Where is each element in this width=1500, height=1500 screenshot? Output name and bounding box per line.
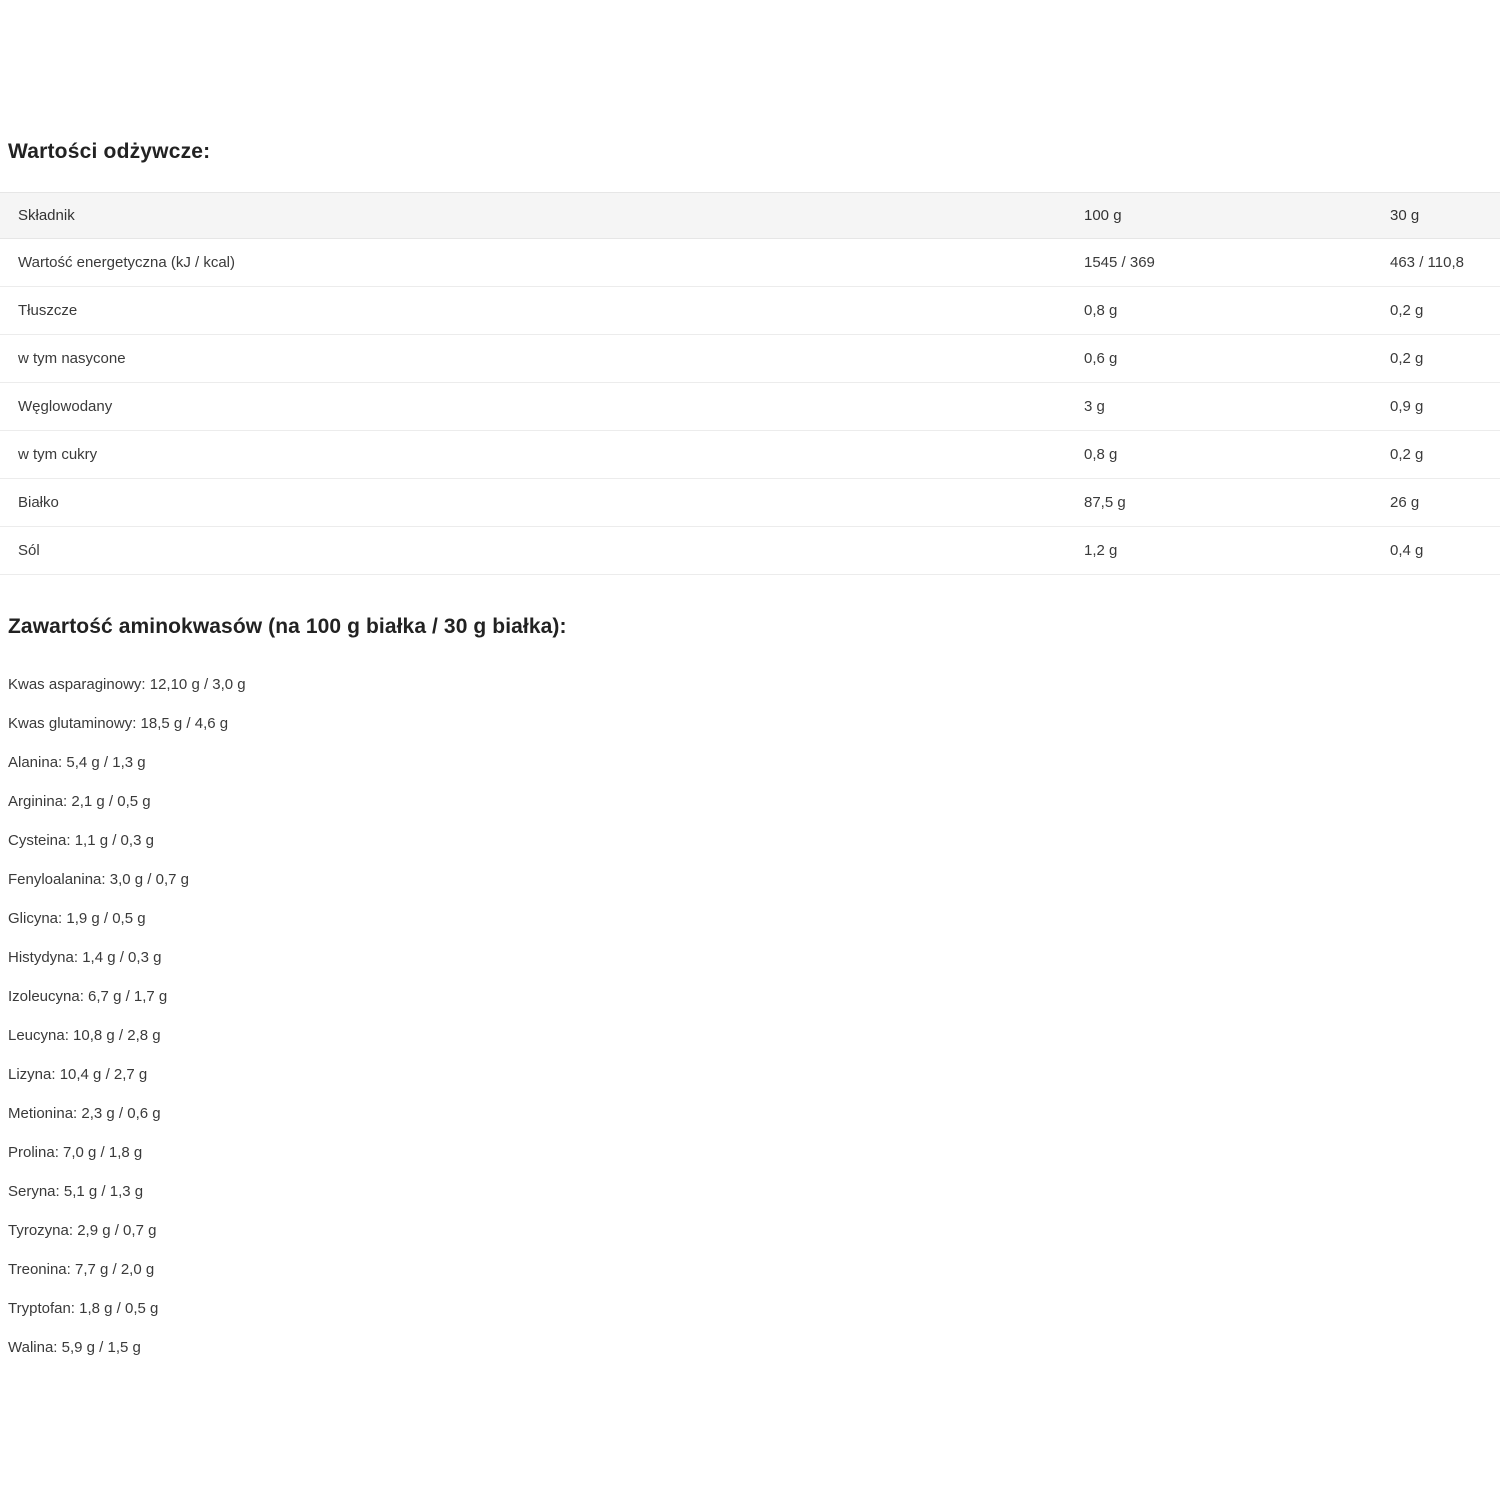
list-item: Leucyna: 10,8 g / 2,8 g xyxy=(8,1027,161,1044)
table-row xyxy=(0,431,1500,479)
row-label: Sól xyxy=(0,527,1066,575)
row-value-100g: 0,6 g xyxy=(1066,335,1372,383)
nutrition-table-body xyxy=(0,239,1500,575)
table-header-row xyxy=(0,193,1500,239)
row-value-30g: 0,2 g xyxy=(1372,431,1500,479)
row-value-100g: 0,8 g xyxy=(1066,431,1372,479)
row-label: Wartość energetyczna (kJ / kcal) xyxy=(0,239,1066,287)
row-value-100g: 1545 / 369 xyxy=(1066,239,1372,287)
row-value-30g: 0,4 g xyxy=(1372,527,1500,575)
row-value-30g: 26 g xyxy=(1372,479,1500,527)
row-value-30g: 0,2 g xyxy=(1372,287,1500,335)
row-value-30g: 463 / 110,8 xyxy=(1372,239,1500,287)
amino-acids-heading: Zawartość aminokwasów (na 100 g białka / 30 g białka): xyxy=(8,615,567,638)
row-value-100g: 87,5 g xyxy=(1066,479,1372,527)
table-row xyxy=(0,335,1500,383)
list-item: Cysteina: 1,1 g / 0,3 g xyxy=(8,832,154,849)
list-item: Treonina: 7,7 g / 2,0 g xyxy=(8,1261,155,1278)
nutrition-heading: Wartości odżywcze: xyxy=(8,140,211,163)
row-label: Białko xyxy=(0,479,1066,527)
list-item: Tyrozyna: 2,9 g / 0,7 g xyxy=(8,1222,157,1239)
row-label: Węglowodany xyxy=(0,383,1066,431)
list-item: Histydyna: 1,4 g / 0,3 g xyxy=(8,949,162,966)
column-header-30g: 30 g xyxy=(1372,193,1500,239)
table-row xyxy=(0,239,1500,287)
amino-acids-list xyxy=(8,665,1500,1367)
list-item: Metionina: 2,3 g / 0,6 g xyxy=(8,1105,161,1122)
row-value-30g: 0,9 g xyxy=(1372,383,1500,431)
list-item: Alanina: 5,4 g / 1,3 g xyxy=(8,754,146,771)
nutrition-table xyxy=(0,192,1500,575)
list-item: Kwas glutaminowy: 18,5 g / 4,6 g xyxy=(8,715,229,732)
list-item: Prolina: 7,0 g / 1,8 g xyxy=(8,1144,143,1161)
list-item: Arginina: 2,1 g / 0,5 g xyxy=(8,793,151,810)
column-header-100g: 100 g xyxy=(1066,193,1372,239)
list-item: Kwas asparaginowy: 12,10 g / 3,0 g xyxy=(8,676,246,693)
row-value-100g: 3 g xyxy=(1066,383,1372,431)
list-item: Walina: 5,9 g / 1,5 g xyxy=(8,1339,141,1356)
list-item: Izoleucyna: 6,7 g / 1,7 g xyxy=(8,988,168,1005)
table-row xyxy=(0,383,1500,431)
row-label: w tym nasycone xyxy=(0,335,1066,383)
row-value-30g: 0,2 g xyxy=(1372,335,1500,383)
list-item: Glicyna: 1,9 g / 0,5 g xyxy=(8,910,146,927)
row-value-100g: 1,2 g xyxy=(1066,527,1372,575)
row-value-100g: 0,8 g xyxy=(1066,287,1372,335)
row-label: Tłuszcze xyxy=(0,287,1066,335)
table-row xyxy=(0,527,1500,575)
list-item: Seryna: 5,1 g / 1,3 g xyxy=(8,1183,144,1200)
table-row xyxy=(0,287,1500,335)
table-row xyxy=(0,479,1500,527)
list-item: Lizyna: 10,4 g / 2,7 g xyxy=(8,1066,148,1083)
list-item: Fenyloalanina: 3,0 g / 0,7 g xyxy=(8,871,189,888)
nutrition-table-head xyxy=(0,193,1500,239)
column-header-ingredient: Składnik xyxy=(0,193,1066,239)
list-item: Tryptofan: 1,8 g / 0,5 g xyxy=(8,1300,159,1317)
row-label: w tym cukry xyxy=(0,431,1066,479)
